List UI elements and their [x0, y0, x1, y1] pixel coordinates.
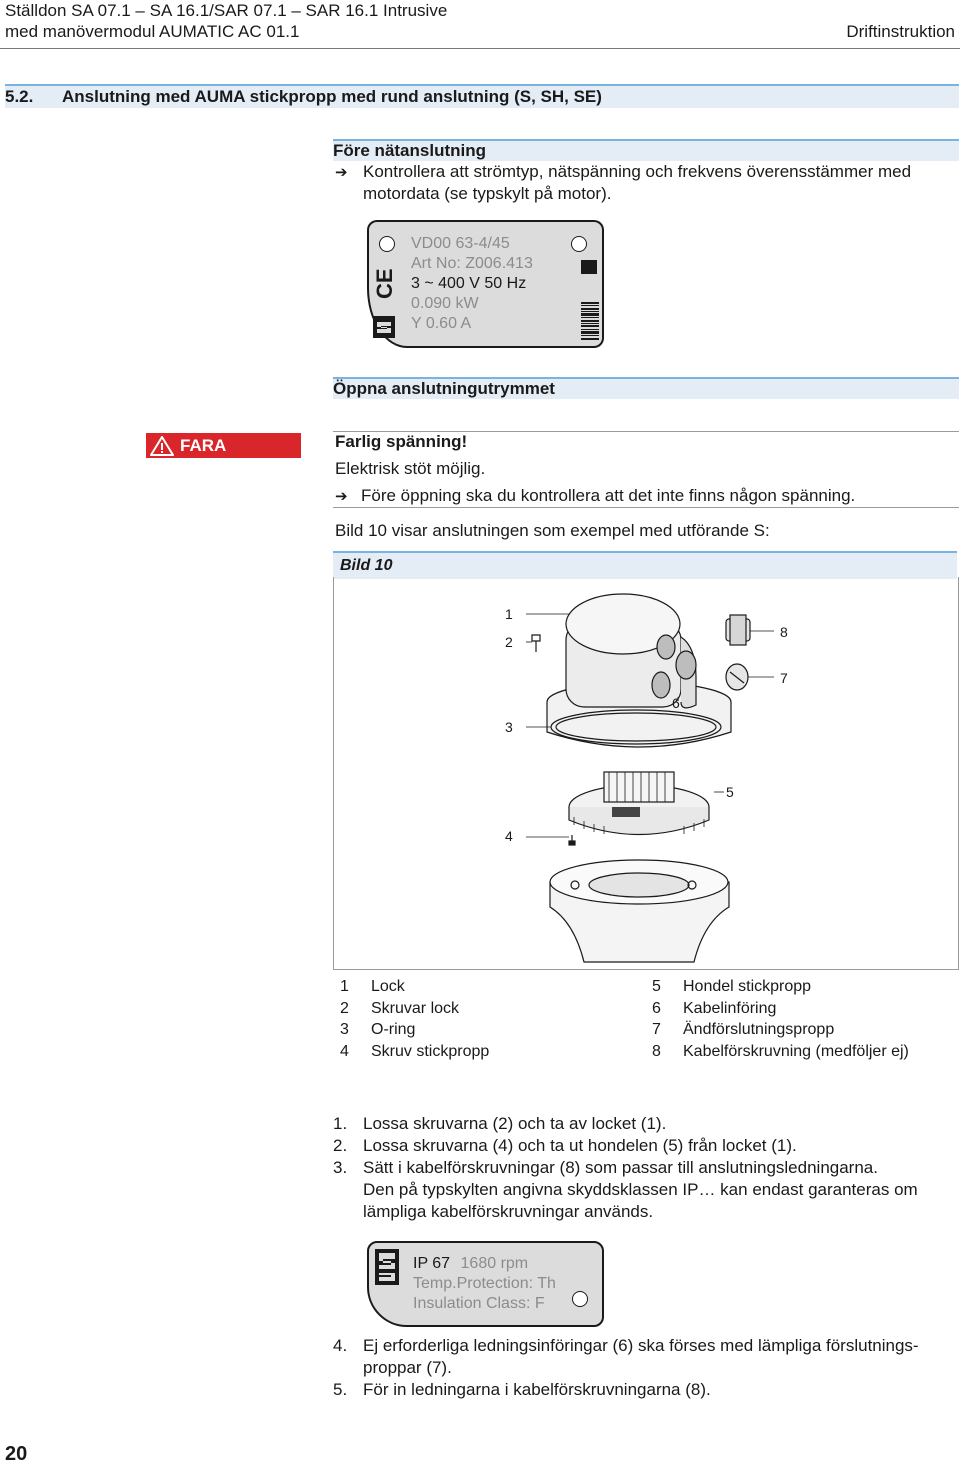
page-number: 20 [5, 1443, 28, 1465]
ip-rpm: 1680 rpm [460, 1255, 529, 1272]
callout-8: 8 [780, 624, 788, 640]
ip-temp: Temp.Protection: Th [413, 1275, 556, 1292]
callout-7: 7 [780, 670, 788, 686]
ip-class: IP 67 [413, 1255, 451, 1272]
barcode-icon [581, 302, 599, 342]
auma-logo-icon [373, 316, 395, 338]
plate-model: VD00 63-4/45 [411, 235, 510, 252]
callout-5: 5 [726, 784, 734, 800]
section-heading [5, 84, 959, 108]
plate-art-no: Art No: Z006.413 [411, 255, 533, 272]
warning-instruction: Före öppning ska du kontrollera att det inte finns någon spänning. [361, 486, 856, 505]
plate-hole [571, 236, 587, 252]
step-list: 1. Lossa skruvarna (2) och ta av locket (1). 2. Lossa skruvarna (4) och ta ut hondelen (5) från locket (1). 3. Sätt i kabelförskruvningar (8) som passar till anslutningsledningarna. Den på typskylten angivna skyddsklassen IP… kan endast garanteras om lämpliga kabelförskruvningar används. [333, 1114, 918, 1221]
step-item: Lossa skruvarna (4) och ta ut hondelen (5) från locket (1). [363, 1136, 797, 1155]
document-title-line2: med manövermodul AUMATIC AC 01.1 [5, 22, 300, 41]
figure-frame [333, 577, 959, 970]
ip-insulation: Insulation Class: F [413, 1295, 545, 1312]
plate-voltage-frequency: 3 ~ 400 V 50 Hz [411, 275, 527, 292]
step-item: Lossa skruvarna (2) och ta av locket (1). [363, 1114, 667, 1133]
document-title-line1: Ställdon SA 07.1 – SA 16.1/SAR 07.1 – SAR 16.1 Intrusive [5, 1, 448, 20]
legend-item: O-ring [371, 1021, 416, 1038]
document-type: Driftinstruktion [846, 22, 955, 41]
before-connection-heading: Före nätanslutning [333, 139, 959, 161]
motor-rating-plate [367, 220, 604, 348]
auma-logo-icon [375, 1249, 399, 1285]
figure-intro: Bild 10 visar anslutningen som exempel med utförande S: [335, 521, 770, 540]
step-item: Sätt i kabelförskruvningar (8) som passar till anslutningsledningarna. [363, 1158, 878, 1177]
section-title: Anslutning med AUMA stickpropp med rund anslutning (S, SH, SE) [62, 87, 602, 106]
legend-right: 5 Hondel stickpropp 6 Kabelinföring 7 Ändförslutningspropp 8 Kabelförskruvning (medföljer ej) [652, 976, 952, 1066]
callout-1: 1 [505, 606, 513, 622]
legend-item: Kabelförskruvning (medföljer ej) [683, 1042, 909, 1060]
legend-item: Skruvar lock [371, 999, 460, 1017]
legend-left: 1 Lock 2 Skruvar lock 3 O-ring 4 Skruv stickpropp [340, 976, 640, 1066]
ce-mark-icon: CE [372, 268, 397, 299]
step-item: För in ledningarna i kabelförskruvningarna (8). [363, 1380, 711, 1399]
plate-hole [379, 236, 395, 252]
plate-label-block [581, 260, 597, 274]
warning-subtitle: Elektrisk stöt möjlig. [335, 459, 486, 478]
legend-item: Skruv stickpropp [371, 1042, 490, 1060]
plate-power: 0.090 kW [411, 295, 479, 312]
step-note: lämpliga kabelförskruvningar används. [363, 1202, 654, 1221]
step-item: Ej erforderliga ledningsinföringar (6) ska förses med lämpliga förslutnings- [363, 1336, 919, 1355]
legend-item: Hondel stickpropp [683, 978, 812, 995]
danger-label: FARA [180, 436, 227, 455]
step-note: Den på typskylten angivna skyddsklassen IP… kan endast garanteras om [363, 1180, 918, 1199]
warning-bottom-rule [333, 507, 959, 508]
ip-line [413, 1254, 528, 1274]
exploded-view-drawing [334, 577, 958, 969]
step-item-cont: proppar (7). [363, 1358, 452, 1377]
ip-rating-plate [367, 1241, 604, 1327]
document-title [5, 0, 447, 42]
callout-6: 6 [672, 695, 680, 711]
header-divider [0, 48, 960, 49]
section-number: 5.2. [5, 87, 34, 106]
legend-item: Ändförslutningspropp [683, 1021, 835, 1038]
before-connection-text: Kontrollera att strömtyp, nätspänning och frekvens överensstämmer med motordata (se typskylt på motor). [363, 162, 912, 203]
warning-title: Farlig spänning! [335, 432, 468, 451]
step-list-b: 4. Ej erforderliga ledningsinföringar (6) ska förses med lämpliga förslutnings- proppar (7). 5. För in ledningarna i kabelförskruvningarna (8). [333, 1336, 919, 1399]
callout-4: 4 [505, 828, 513, 844]
callout-3: 3 [505, 719, 513, 735]
callout-2: 2 [505, 634, 513, 650]
plate-current: Y 0.60 A [411, 315, 472, 332]
warning-triangle-icon [150, 436, 174, 456]
arrow-icon: ➔ [335, 164, 348, 181]
legend-item: Lock [371, 978, 405, 995]
arrow-icon: ➔ [335, 488, 348, 505]
open-compartment-heading: Öppna anslutningutrymmet [333, 377, 959, 399]
plate-hole [572, 1291, 588, 1307]
legend-item: Kabelinföring [683, 999, 777, 1017]
danger-badge [146, 433, 301, 458]
figure-caption: Bild 10 [333, 551, 957, 579]
